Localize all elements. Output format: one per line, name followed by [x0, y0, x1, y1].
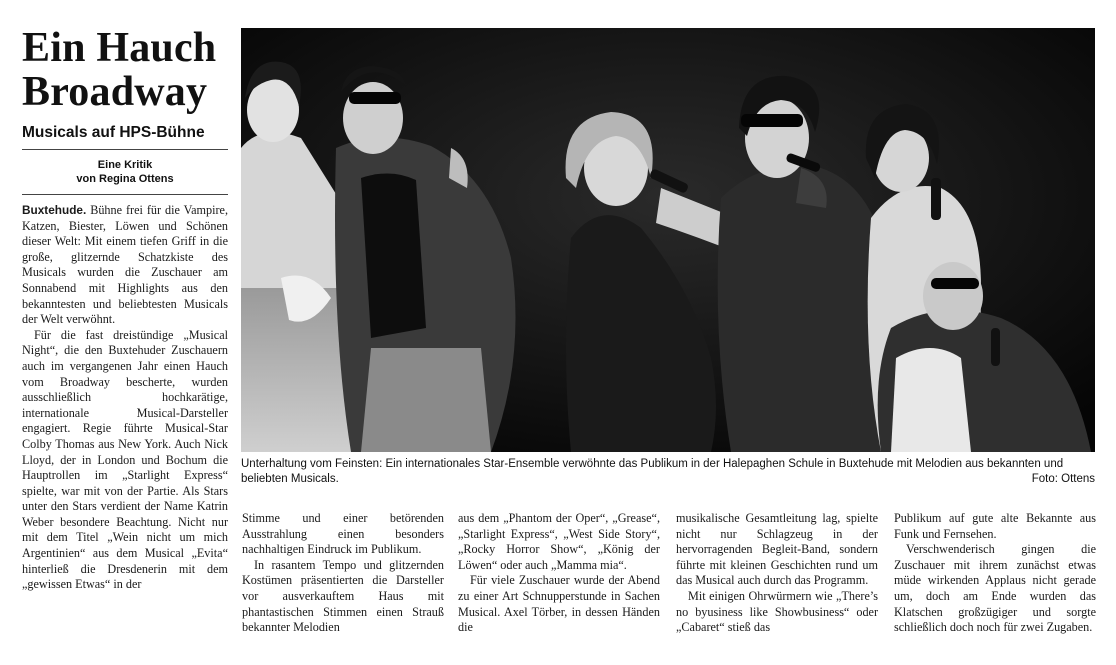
article-column-3	[458, 511, 660, 636]
divider	[22, 194, 228, 195]
article-left-column	[22, 26, 228, 593]
headline-line-1: Ein Hauch	[22, 25, 217, 71]
subheadline: Musicals auf HPS-Bühne	[22, 124, 205, 141]
headline-line-2: Broadway	[22, 69, 208, 115]
column-text	[894, 511, 1096, 636]
dateline: Buxtehude.	[22, 203, 87, 217]
headline	[22, 26, 228, 114]
byline-author: von Regina Ottens	[76, 173, 174, 185]
photo-illustration	[241, 28, 1095, 452]
paragraph: Für die fast dreistündige „Musical Night“, die den Buxtehuder Zuschauern auch im vergangenen Jahr einen Hauch vom Broadway bescherte, wurden ausschließlich hochkarätige, internationale Musical-Darsteller engagiert. Regie führte Musical-Star Colby Thomas aus New York. Auch Nick Lloyd, der in London und Bochum die Hauptrollen im „Starlight Express“ spielte, war mit von der Partie. Als Stars unter den Stars verdient der Name Katrin Weber besondere Beachtung. Nicht nur mit dem Titel „Wein nicht um mich Argentinien“ aus dem Musical „Evita“ hinterließ die Dresdenerin mit dem „gewissen Etwas“ in der	[22, 327, 228, 592]
byline-line-1: Eine Kritik	[97, 159, 153, 171]
article-column-1	[22, 203, 228, 593]
paragraph: musikalische Gesamtleitung lag, spielte nicht nur Schlagzeug in der hervorragenden Begleit-Band, sondern führte mit kleinen Geschichten rund um das Musical auch durch das Programm.	[676, 511, 878, 588]
paragraph: Für viele Zuschauer wurde der Abend zu einer Art Schnupperstunde in Sachen Musical. Axel Törber, in dessen Händen die	[458, 573, 660, 635]
paragraph: Mit einigen Ohrwürmern wie „There’s no byusiness like Showbusiness“ oder „Cabaret“ stieß das	[676, 588, 878, 635]
column-text	[458, 511, 660, 636]
article-column-2	[242, 511, 444, 636]
caption-text: Unterhaltung vom Feinsten: Ein internationales Star-Ensemble verwöhnte das Publikum in der Halepaghen Schule in Buxtehude mit Melodien aus bekannten und beliebten Musicals.	[241, 458, 1064, 485]
stage-photo	[241, 28, 1095, 452]
article-column-5	[894, 511, 1096, 636]
paragraph-text: Bühne frei für die Vampire, Katzen, Biester, Löwen und Schönen dieser Welt: Mit einem tiefen Griff in die große, glitzernde Schatzkiste des Musicals wurden die Zuschauer am Sonnabend mit Highlights aus den bekanntesten und beliebtesten Musicals der Welt verwöhnt.	[22, 203, 228, 327]
paragraph	[22, 203, 228, 328]
paragraph: Verschwenderisch gingen die Zuschauer mit ihrem zunächst etwas müde wirkenden Applaus nicht gerade um, doch am Ende wurden das Klatschen großzügiger und sorgte schließlich doch noch für zwei Zugaben.	[894, 542, 1096, 635]
column-text	[242, 511, 444, 636]
paragraph: Stimme und einer betörenden Ausstrahlung einen besonders nachhaltigen Eindruck im Publikum.	[242, 511, 444, 557]
byline	[22, 158, 228, 186]
paragraph: In rasantem Tempo und glitzernden Kostümen präsentierten die Darsteller vor ausverkauftem Haus mit phantastischen Stimmen einen Strauß bekannter Melodien	[242, 557, 444, 635]
divider	[22, 149, 228, 150]
paragraph: aus dem „Phantom der Oper“, „Grease“, „Starlight Express“, „West Side Story“, „Rocky Horror Show“, „König der Löwen“ oder auch „Mamma mia“.	[458, 511, 660, 572]
photo-credit: Foto: Ottens	[1031, 472, 1095, 485]
paragraph: Publikum auf gute alte Bekannte aus Funk und Fernsehen.	[894, 511, 1096, 541]
photo-caption	[241, 457, 1095, 486]
article-column-4	[676, 511, 878, 636]
column-text	[676, 511, 878, 636]
